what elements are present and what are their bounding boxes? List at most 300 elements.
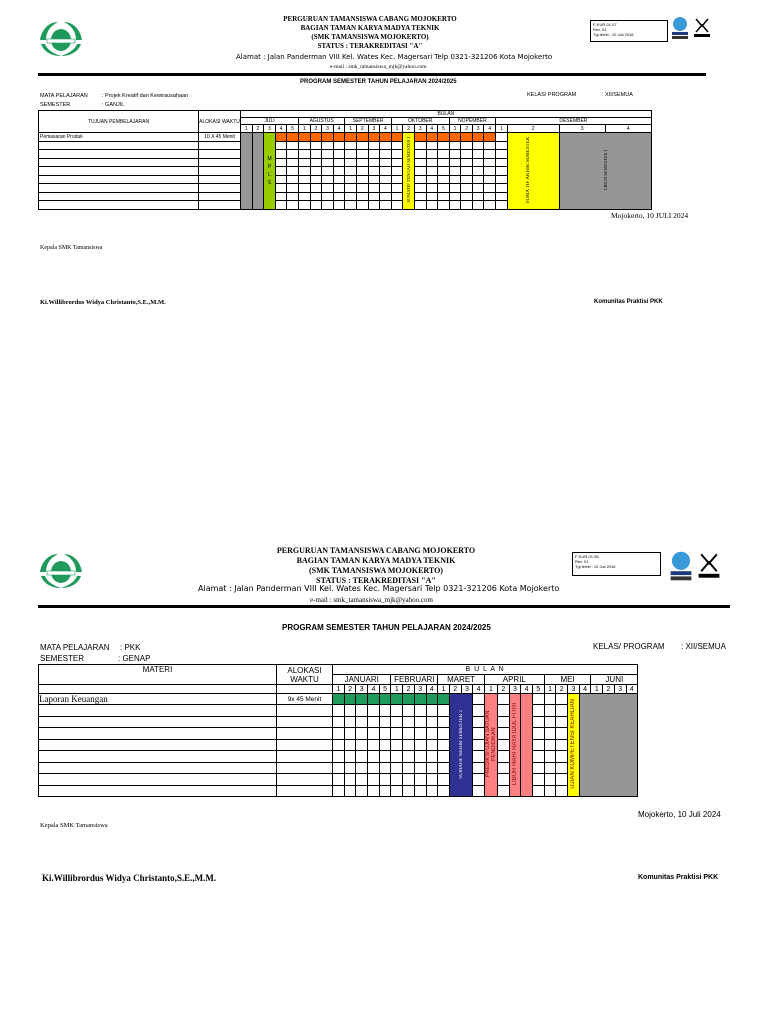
materi-cell	[39, 774, 277, 785]
week-cell	[391, 739, 403, 750]
week-cell	[473, 739, 485, 750]
week-number: 1	[391, 125, 403, 133]
ukk-block	[568, 694, 580, 797]
week-number: 4	[579, 685, 591, 694]
header-email: e-mail : smk_tamansiswa_mjk@yahoo.com	[330, 64, 427, 70]
month-header: NOPEMBER	[449, 118, 495, 125]
week-cell	[356, 133, 368, 142]
week-cell	[333, 751, 345, 762]
week-cell	[298, 141, 310, 150]
week-cell	[333, 705, 345, 716]
week-cell	[368, 694, 380, 705]
week-cell	[380, 141, 392, 150]
week-cell	[379, 694, 391, 705]
week-cell	[403, 739, 415, 750]
week-cell	[310, 192, 322, 201]
alokasi-cell	[199, 167, 241, 176]
week-cell	[426, 785, 438, 797]
week-cell	[497, 716, 509, 727]
week-cell	[544, 705, 556, 716]
week-cell	[496, 158, 508, 167]
week-cell	[472, 175, 484, 184]
week-cell	[310, 201, 322, 210]
schedule-table-genap	[38, 664, 638, 797]
week-cell	[333, 201, 345, 210]
week-cell	[461, 158, 473, 167]
pts-label: PREDIKSI UJIAN SATUAN PENDIDIKAN	[484, 710, 497, 778]
week-cell	[438, 751, 450, 762]
week-cell	[472, 158, 484, 167]
week-cell	[333, 728, 345, 739]
week-cell	[472, 201, 484, 210]
week-cell	[275, 141, 287, 150]
week-cell	[414, 739, 426, 750]
col-header-alokasi: ALOKASI WAKTU	[199, 111, 241, 133]
week-cell	[368, 184, 380, 193]
sts-block	[403, 133, 415, 210]
week-cell	[556, 774, 568, 785]
week-cell	[275, 150, 287, 159]
week-cell	[426, 716, 438, 727]
week-cell	[533, 694, 545, 705]
week-number: 2	[603, 685, 615, 694]
blank-cell	[277, 685, 333, 694]
week-number: 2	[403, 125, 415, 133]
week-cell	[414, 175, 426, 184]
week-number: 4	[626, 685, 638, 694]
tujuan-cell	[39, 167, 199, 176]
week-number: 3	[472, 125, 484, 133]
week-cell	[426, 751, 438, 762]
date-place: Mojokerto, 10 JULI 2024	[611, 211, 689, 220]
week-cell	[449, 158, 461, 167]
week-cell	[438, 785, 450, 797]
week-cell	[426, 167, 438, 176]
week-cell	[426, 762, 438, 773]
week-cell	[449, 133, 461, 142]
week-cell	[322, 201, 334, 210]
week-cell	[275, 133, 287, 142]
week-cell	[322, 150, 334, 159]
week-cell	[414, 728, 426, 739]
week-cell	[472, 150, 484, 159]
week-cell	[533, 739, 545, 750]
week-cell	[287, 133, 299, 142]
month-header: APRIL	[484, 675, 544, 685]
week-cell	[472, 133, 484, 142]
week-cell	[380, 150, 392, 159]
week-cell	[368, 774, 380, 785]
month-header: SEPTEMBER	[345, 118, 391, 125]
week-number: 1	[544, 685, 556, 694]
alokasi-cell	[199, 192, 241, 201]
week-cell	[368, 762, 380, 773]
week-cell	[449, 201, 461, 210]
week-cell	[379, 774, 391, 785]
materi-cell	[39, 739, 277, 750]
week-cell	[556, 694, 568, 705]
week-cell	[438, 716, 450, 727]
week-cell	[403, 716, 415, 727]
week-number: 1	[241, 125, 253, 133]
week-cell	[497, 774, 509, 785]
program-title: PROGRAM SEMESTER TAHUN PELAJARAN 2024/2025	[282, 623, 491, 632]
week-cell	[414, 141, 426, 150]
week-cell	[391, 774, 403, 785]
week-cell	[496, 141, 508, 150]
month-header: JULI	[241, 118, 299, 125]
month-header: DESEMBER	[496, 118, 652, 125]
week-cell	[310, 150, 322, 159]
week-cell	[449, 175, 461, 184]
week-cell	[344, 705, 356, 716]
week-number: 1	[333, 685, 345, 694]
materi-cell	[39, 751, 277, 762]
week-cell	[322, 141, 334, 150]
week-cell	[391, 184, 403, 193]
week-cell	[379, 751, 391, 762]
alokasi-cell: 10 X 45 Menit	[199, 133, 241, 142]
week-cell	[556, 716, 568, 727]
week-cell	[556, 762, 568, 773]
col-header-bulan: B U L A N	[333, 665, 638, 675]
week-cell	[461, 175, 473, 184]
week-cell	[298, 175, 310, 184]
week-number: 3	[264, 125, 276, 133]
week-cell	[449, 167, 461, 176]
holiday-block	[579, 694, 637, 797]
materi-cell	[39, 762, 277, 773]
mpls-block	[264, 133, 276, 210]
week-cell	[426, 133, 438, 142]
header-line-4: STATUS : TERAKREDITASI "A"	[316, 576, 436, 585]
week-cell	[368, 728, 380, 739]
week-cell	[380, 167, 392, 176]
week-cell	[322, 192, 334, 201]
week-cell	[356, 694, 368, 705]
week-cell	[403, 694, 415, 705]
week-cell	[473, 774, 485, 785]
week-cell	[344, 751, 356, 762]
week-cell	[379, 728, 391, 739]
header-line-3: (SMK TAMANSISWA MOJOKERTO)	[311, 33, 429, 41]
tujuan-cell: Pemasaran Produk	[39, 133, 199, 142]
school-logo	[38, 18, 84, 58]
alokasi-cell	[199, 175, 241, 184]
col-header-materi: MATERI	[39, 665, 277, 685]
week-cell	[310, 167, 322, 176]
week-cell	[426, 175, 438, 184]
materi-cell: Laporan Keuangan	[39, 694, 277, 705]
week-cell	[368, 175, 380, 184]
pts-block	[484, 694, 497, 797]
principal-label: Kepala SMK Tamansiswa	[40, 245, 103, 251]
week-cell	[333, 141, 345, 150]
date-place: Mojokerto, 10 Juli 2024	[638, 810, 721, 819]
tujuan-cell	[39, 141, 199, 150]
week-cell	[544, 716, 556, 727]
alokasi-cell	[277, 774, 333, 785]
schedule-table-ganjil	[38, 110, 652, 210]
week-cell	[414, 184, 426, 193]
week-cell	[333, 694, 345, 705]
week-number: 4	[368, 685, 380, 694]
week-cell	[533, 751, 545, 762]
col-header-bulan: BULAN	[241, 111, 652, 118]
week-cell	[544, 762, 556, 773]
week-cell	[322, 133, 334, 142]
week-cell	[496, 201, 508, 210]
header-line-2: BAGIAN TAMAN KARYA MADYA TEKNIK	[300, 24, 440, 32]
ukas-badge-icon	[696, 549, 722, 583]
week-cell	[461, 141, 473, 150]
libur-label: LIBUR SEMESTER I	[602, 149, 608, 190]
week-cell	[356, 774, 368, 785]
week-cell	[275, 184, 287, 193]
certification-badges	[668, 549, 722, 583]
week-cell	[438, 158, 450, 167]
week-cell	[533, 728, 545, 739]
alokasi-cell	[277, 785, 333, 797]
month-header: JANUARI	[333, 675, 391, 685]
week-cell	[438, 705, 450, 716]
week-cell	[473, 694, 485, 705]
week-cell	[461, 167, 473, 176]
week-cell	[356, 728, 368, 739]
week-cell	[473, 785, 485, 797]
header-divider	[38, 605, 730, 608]
week-cell	[333, 167, 345, 176]
sas2-label: SUMATIF AKHIR SEMESTER 2	[458, 709, 464, 779]
week-cell	[403, 705, 415, 716]
header-line-1: PERGURUAN TAMANSISWA CABANG MOJOKERTO	[276, 546, 476, 555]
header-email: e-mail : smk_tamansiswa_mjk@yahoo.com	[310, 596, 433, 604]
week-cell	[426, 705, 438, 716]
alokasi-cell	[277, 762, 333, 773]
principal-name: Ki.Willibrordus Widya Christanto,S.E.,M.M.	[42, 873, 217, 883]
week-cell	[414, 167, 426, 176]
week-cell	[298, 167, 310, 176]
holiday-block	[252, 133, 264, 210]
week-cell	[556, 728, 568, 739]
header-address: Alamat : Jalan Panderman VIII Kel. Wates Kec. Magersari Telp 0321-321206 Kota Mojokerto	[198, 584, 560, 593]
week-cell	[438, 694, 450, 705]
week-cell	[333, 785, 345, 797]
week-cell	[414, 774, 426, 785]
week-number: 1	[438, 685, 450, 694]
month-header: FEBRUARI	[391, 675, 438, 685]
week-cell	[438, 150, 450, 159]
week-cell	[333, 762, 345, 773]
week-number: 4	[380, 125, 392, 133]
week-cell	[533, 774, 545, 785]
week-cell	[275, 192, 287, 201]
week-cell	[438, 774, 450, 785]
week-cell	[298, 158, 310, 167]
week-cell	[414, 705, 426, 716]
class-info: KELAS/ PROGRAM : XII/SEMUA	[593, 642, 726, 651]
alokasi-cell	[199, 201, 241, 210]
week-number: 1	[298, 125, 310, 133]
week-cell	[322, 167, 334, 176]
week-cell	[484, 175, 496, 184]
header-line-3: (SMK TAMANSISWA MOJOKERTO)	[309, 566, 443, 575]
week-cell	[287, 141, 299, 150]
week-cell	[497, 728, 509, 739]
week-cell	[345, 167, 357, 176]
week-number: 3	[356, 685, 368, 694]
week-cell	[438, 192, 450, 201]
community-label: Komunitas Praktisi PKK	[638, 874, 719, 881]
week-cell	[438, 184, 450, 193]
week-cell	[356, 785, 368, 797]
alokasi-cell	[277, 716, 333, 727]
week-cell	[497, 739, 509, 750]
week-number: 1	[345, 125, 357, 133]
week-cell	[484, 141, 496, 150]
week-cell	[484, 167, 496, 176]
week-cell	[356, 762, 368, 773]
week-cell	[533, 785, 545, 797]
week-cell	[356, 192, 368, 201]
week-cell	[472, 192, 484, 201]
week-cell	[287, 184, 299, 193]
week-cell	[344, 694, 356, 705]
week-cell	[356, 167, 368, 176]
week-cell	[438, 167, 450, 176]
tujuan-cell	[39, 150, 199, 159]
week-cell	[391, 728, 403, 739]
alokasi-cell	[277, 739, 333, 750]
week-number: 4	[426, 685, 438, 694]
week-cell	[484, 184, 496, 193]
principal-name: Ki.Willibrordus Widya Christanto,S.E.,M.M.	[40, 299, 166, 306]
tujuan-cell	[39, 158, 199, 167]
week-cell	[391, 175, 403, 184]
week-cell	[356, 150, 368, 159]
week-cell	[414, 150, 426, 159]
week-cell	[391, 201, 403, 210]
week-cell	[403, 785, 415, 797]
week-cell	[461, 150, 473, 159]
week-cell	[275, 175, 287, 184]
week-number: 3	[414, 685, 426, 694]
week-cell	[391, 751, 403, 762]
idul-fitri-label: LIBUR HARI RAYA IDUL FITRI	[511, 702, 518, 786]
month-header: OKTOBER	[391, 118, 449, 125]
col-header-tujuan: TUJUAN PEMBELAJARAN	[39, 111, 199, 133]
class-info: KELAS/ PROGRAM : XII/SEMUA	[527, 92, 633, 98]
week-cell	[472, 184, 484, 193]
materi-cell	[39, 705, 277, 716]
week-cell	[287, 175, 299, 184]
week-cell	[298, 192, 310, 201]
week-cell	[333, 150, 345, 159]
week-cell	[426, 158, 438, 167]
doc-info-box: F-KUR-01.06 Rev. 01 Tgl terbit : 10 Juli 2016	[572, 552, 661, 576]
holiday-block	[241, 133, 253, 210]
header-address: Alamat : Jalan Panderman VIII Kel. Wates Kec. Magersari Telp 0321-321206 Kota Mojokerto	[236, 53, 553, 61]
week-number: 4	[275, 125, 287, 133]
week-number: 3	[461, 685, 473, 694]
week-cell	[556, 785, 568, 797]
week-cell	[310, 158, 322, 167]
week-number: 3	[322, 125, 334, 133]
week-cell	[438, 141, 450, 150]
week-cell	[368, 751, 380, 762]
week-number: 2	[497, 685, 509, 694]
header-line-2: BAGIAN TAMAN KARYA MADYA TEKNIK	[296, 556, 456, 565]
week-cell	[356, 751, 368, 762]
week-cell	[414, 192, 426, 201]
week-cell	[275, 201, 287, 210]
week-cell	[426, 774, 438, 785]
subject-info: MATA PELAJARAN : PKK SEMESTER : GENAP	[40, 643, 151, 663]
tujuan-cell	[39, 201, 199, 210]
week-cell	[368, 739, 380, 750]
week-cell	[345, 192, 357, 201]
week-cell	[403, 762, 415, 773]
week-cell	[449, 184, 461, 193]
week-cell	[473, 762, 485, 773]
week-cell	[287, 150, 299, 159]
week-cell	[379, 716, 391, 727]
week-cell	[356, 175, 368, 184]
week-cell	[287, 201, 299, 210]
alokasi-cell	[199, 150, 241, 159]
week-cell	[275, 158, 287, 167]
week-cell	[368, 785, 380, 797]
week-cell	[287, 167, 299, 176]
iso-badge-icon	[670, 16, 690, 40]
week-cell	[345, 184, 357, 193]
tujuan-cell	[39, 175, 199, 184]
week-cell	[391, 133, 403, 142]
doc-info-box: F-KUR-01.07 Rev. 01 Tgl terbit : 10 Juli 2016	[590, 20, 668, 42]
week-cell	[426, 694, 438, 705]
week-cell	[461, 133, 473, 142]
week-cell	[287, 158, 299, 167]
week-cell	[484, 133, 496, 142]
week-cell	[368, 705, 380, 716]
week-cell	[461, 184, 473, 193]
week-cell	[426, 141, 438, 150]
week-cell	[484, 158, 496, 167]
week-cell	[414, 201, 426, 210]
week-cell	[333, 133, 345, 142]
week-cell	[368, 141, 380, 150]
week-cell	[544, 739, 556, 750]
week-cell	[391, 716, 403, 727]
week-cell	[356, 739, 368, 750]
week-cell	[556, 739, 568, 750]
week-cell	[403, 728, 415, 739]
week-cell	[438, 728, 450, 739]
week-cell	[380, 184, 392, 193]
program-title: PROGRAM SEMESTER TAHUN PELAJARAN 2024/2025	[300, 79, 457, 85]
week-cell	[391, 785, 403, 797]
week-cell	[333, 158, 345, 167]
week-number: 3	[614, 685, 626, 694]
week-cell	[484, 201, 496, 210]
week-cell	[380, 192, 392, 201]
week-number: 2	[507, 125, 559, 133]
week-number: 2	[310, 125, 322, 133]
week-cell	[473, 716, 485, 727]
week-cell	[426, 201, 438, 210]
week-cell	[544, 694, 556, 705]
idul-fitri-block	[509, 694, 521, 797]
